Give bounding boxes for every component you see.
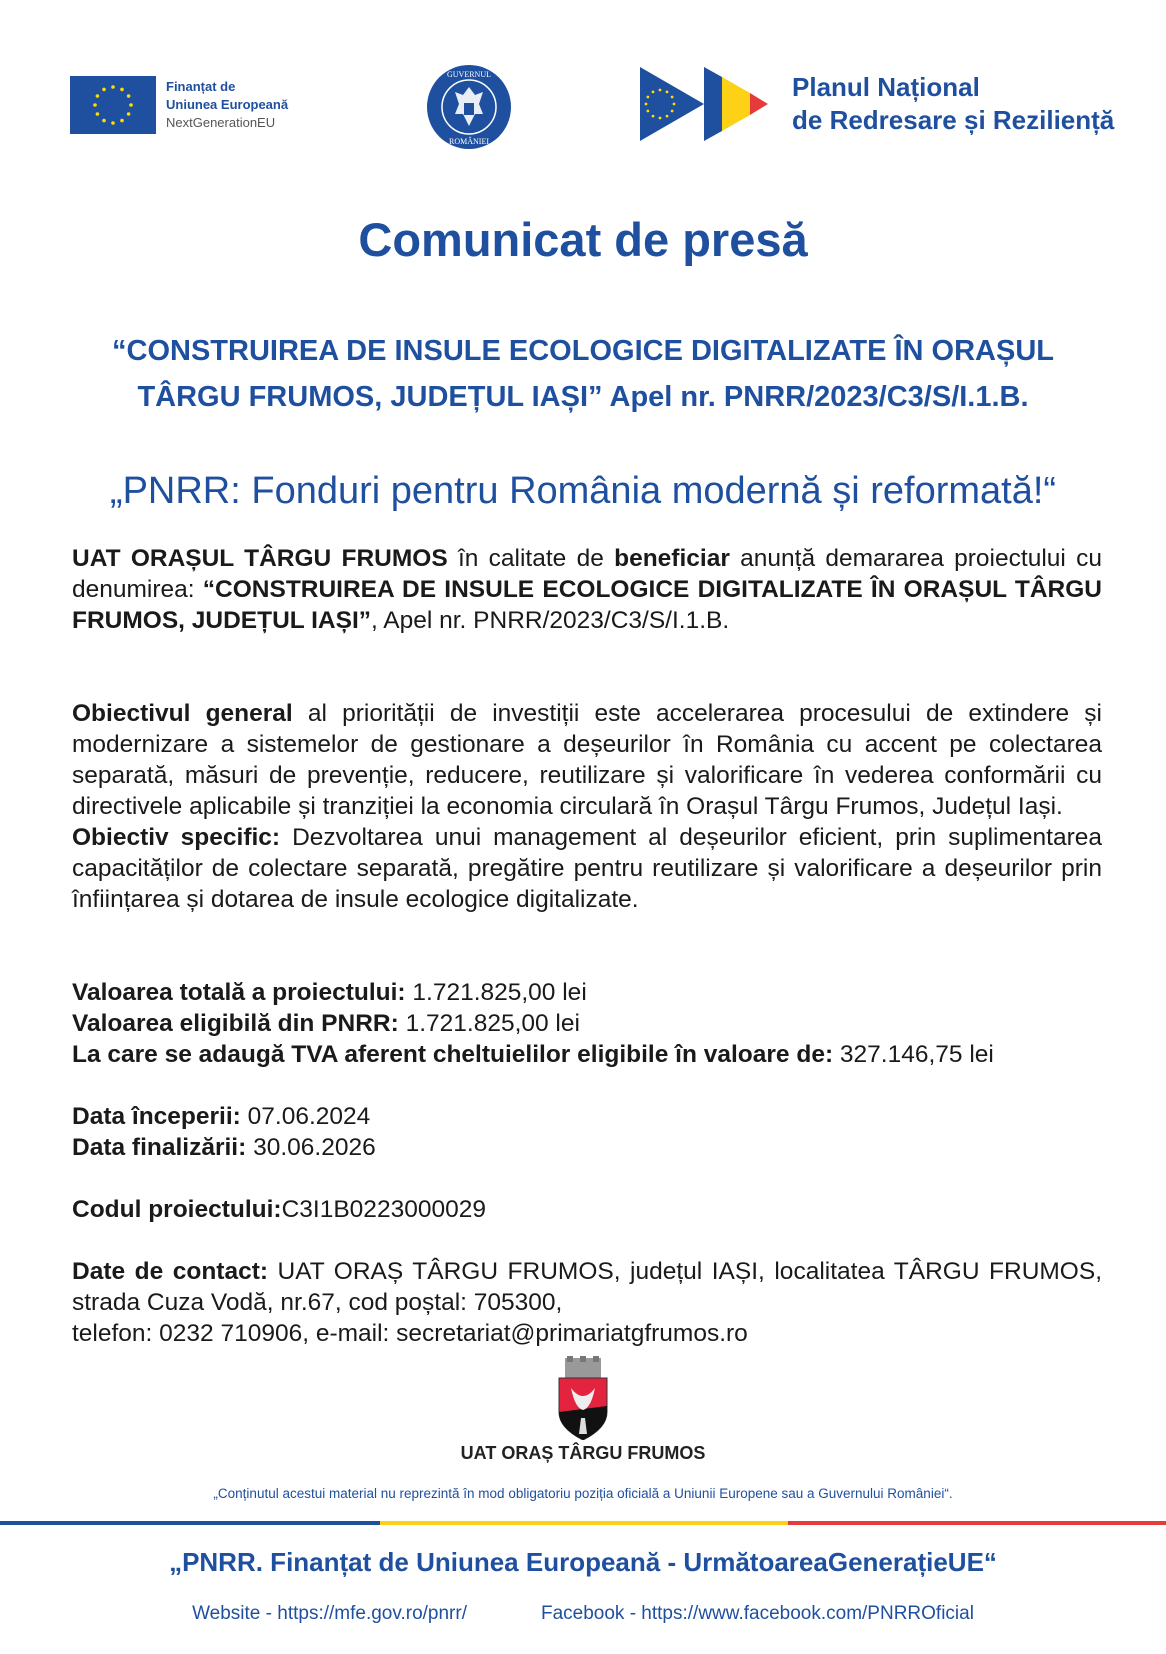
star-icon (673, 103, 676, 106)
value-row (72, 977, 1102, 1008)
star-icon (120, 119, 124, 123)
value-row (72, 1039, 1102, 1070)
star-icon (671, 110, 674, 113)
star-icon (646, 96, 649, 99)
star-icon (127, 112, 131, 116)
value-row (72, 1008, 1102, 1039)
star-icon (659, 89, 662, 92)
intro-paragraph (72, 543, 1102, 636)
star-icon (659, 117, 662, 120)
value-label: Valoarea totală a proiectului: (72, 979, 406, 1006)
code-section (72, 1194, 1102, 1225)
crest-caption: UAT ORAȘ TÂRGU FRUMOS (460, 1443, 706, 1463)
star-icon (652, 90, 655, 93)
end-date-label: Data finalizării: (72, 1134, 247, 1161)
general-objective-text: al priorității de investiții este accelerarea procesului de extindere și modernizare a sistemelor de gestionare a deșeurilor în România cu accent pe colectarea separată, măsuri de prevenție, reducere, reutilizare și valorificare în vederea conformării cu directivele aplicabile și tranziției la economia circulară în Orașul Târgu Frumos, Județul Iași. (72, 700, 1102, 820)
star-icon (93, 103, 97, 107)
footer-slogan: „PNRR. Finanțat de Uniunea Europeană - UrmătoareaGenerațieUE“ (169, 1547, 997, 1577)
star-icon (127, 94, 131, 98)
value-label: Valoarea eligibilă din PNRR: (72, 1010, 399, 1037)
beneficiary-role: beneficiar (614, 545, 730, 572)
pnrr-logo (640, 67, 1114, 141)
pnrr-logo-line2: de Redresare și Reziliență (792, 105, 1115, 135)
project-code-value: C3I1B0223000029 (281, 1196, 486, 1223)
page-title: Comunicat de presă (358, 213, 808, 266)
start-date-value: 07.06.2024 (240, 1103, 371, 1130)
eu-logo-line3: NextGenerationEU (166, 115, 276, 130)
footer-links (0, 1603, 1166, 1625)
star-icon (111, 85, 115, 89)
intro-text-1: în calitate de (447, 545, 615, 572)
project-title-line2: TÂRGU FRUMOS, JUDEȚUL IAȘI” Apel nr. PNRR/2023/C3/S/I.1.B. (137, 381, 1029, 413)
contact-label: Date de contact: (72, 1258, 269, 1285)
start-date-label: Data începerii: (72, 1103, 241, 1130)
seal-text-bottom: ROMÂNIEI (449, 137, 489, 146)
divider-blue (0, 1521, 380, 1525)
targu-frumos-crest-icon (555, 1356, 611, 1440)
eu-logo-line1: Finanțat de (166, 79, 236, 94)
eu-logo (70, 76, 288, 134)
eu-logo-line2: Uniunea Europeană (166, 97, 289, 112)
government-seal-icon (425, 63, 513, 151)
value-amount: 1.721.825,00 lei (405, 979, 587, 1006)
seal-text-top: GUVERNUL (447, 70, 491, 79)
value-label: La care se adaugă TVA aferent cheltuielilor eligibile în valoare de: (72, 1041, 834, 1068)
dates-section (72, 1101, 1102, 1163)
star-icon (102, 119, 106, 123)
star-icon (96, 94, 100, 98)
contact-section (72, 1256, 1102, 1349)
star-icon (666, 90, 669, 93)
divider-yellow (380, 1521, 788, 1525)
general-objective-label: Obiectivul general (72, 700, 293, 727)
eu-flag-icon (70, 76, 156, 134)
intro-text-2: anunță demararea proiectului cu denumirea: (72, 545, 1102, 603)
intro-text-3: , Apel nr. PNRR/2023/C3/S/I.1.B. (371, 607, 730, 634)
value-amount: 1.721.825,00 lei (398, 1010, 580, 1037)
slogan: „PNRR: Fonduri pentru România modernă și reformată!“ (109, 470, 1057, 512)
project-title-line1: “CONSTRUIREA DE INSULE ECOLOGICE DIGITALIZATE ÎN ORAȘUL (112, 335, 1054, 367)
star-icon (129, 103, 133, 107)
website-link[interactable]: Website - https://mfe.gov.ro/pnrr/ (192, 1603, 467, 1624)
divider-red (788, 1521, 1166, 1525)
project-code-label: Codul proiectului: (72, 1196, 282, 1223)
contact-address: UAT ORAȘ TÂRGU FRUMOS, județul IAȘI, localitatea TÂRGU FRUMOS, strada Cuza Vodă, nr.67, cod poștal: 705300, (72, 1258, 1102, 1316)
star-icon (671, 96, 674, 99)
specific-objective-text: Dezvoltarea unui management al deșeurilor eficient, prin suplimentarea capacităților de colectare separată, pregătire pentru reutilizare și valorificare a deșeurilor prin înființarea și dotarea de insule ecologice digitalizate. (72, 824, 1102, 913)
star-icon (96, 112, 100, 116)
project-title (0, 328, 1166, 420)
star-icon (646, 110, 649, 113)
pnrr-logo-line1: Planul Național (792, 72, 980, 102)
specific-objective-label: Obiectiv specific: (72, 824, 281, 851)
objectives-section (72, 698, 1102, 915)
disclaimer: „Conținutul acestui material nu reprezintă în mod obligatoriu poziția oficială a Uniunii Europene sau a Guvernului României“. (213, 1486, 953, 1501)
star-icon (652, 115, 655, 118)
end-date-value: 30.06.2026 (246, 1134, 376, 1161)
beneficiary-name: UAT ORAȘUL TÂRGU FRUMOS (72, 545, 448, 572)
value-amount: 327.146,75 lei (833, 1041, 994, 1068)
star-icon (111, 121, 115, 125)
facebook-link[interactable]: Facebook - https://www.facebook.com/PNRROficial (540, 1603, 974, 1624)
star-icon (120, 88, 124, 92)
star-icon (102, 88, 106, 92)
pnrr-arrow-icon (640, 67, 778, 141)
star-icon (645, 103, 648, 106)
star-icon (666, 115, 669, 118)
values-section (72, 977, 1102, 1070)
intro-project-name: “CONSTRUIREA DE INSULE ECOLOGICE DIGITALIZATE ÎN ORAȘUL TÂRGU FRUMOS, JUDEȚUL IAȘI” (72, 576, 1102, 634)
contact-phone-email: telefon: 0232 710906, e-mail: secretariat@primariatgfrumos.ro (72, 1320, 748, 1347)
